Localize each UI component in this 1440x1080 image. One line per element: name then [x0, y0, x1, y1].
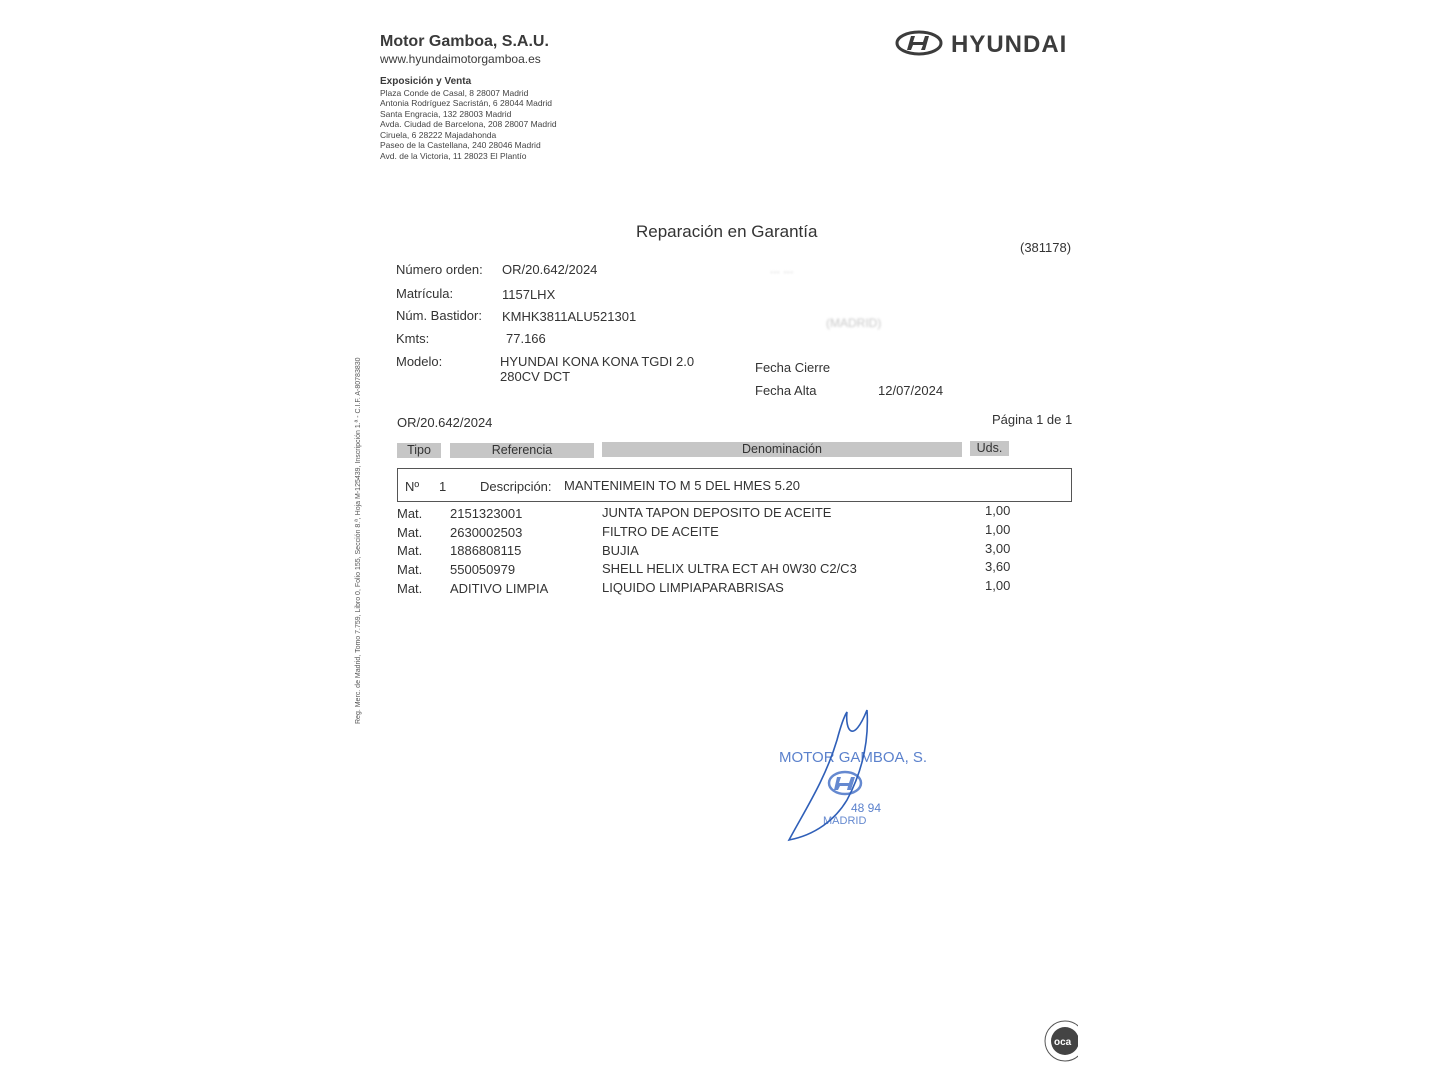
cell-description: LIQUIDO LIMPIAPARABRISAS [602, 580, 784, 595]
plate-value: 1157LHX [502, 287, 556, 302]
cell-reference: 1886808115 [450, 543, 522, 558]
table-row [0, 505, 1440, 523]
brand-wordmark: HYUNDAI [951, 31, 1068, 58]
company-stamp [775, 700, 935, 850]
col-header-reference: Referencia [450, 443, 594, 458]
brand-logo [895, 30, 1067, 60]
table-row [0, 524, 1440, 542]
page-info: Página 1 de 1 [992, 412, 1073, 427]
cell-type: Mat. [397, 581, 423, 596]
vin-label: Núm. Bastidor: [396, 308, 482, 323]
cell-type: Mat. [397, 525, 423, 540]
address-line: Avda. Ciudad de Barcelona, 208 28007 Madrid [380, 119, 557, 129]
cell-reference: ADITIVO LIMPIA [450, 581, 549, 596]
address-line: Paseo de la Castellana, 240 28046 Madrid [380, 140, 541, 150]
cell-reference: 2630002503 [450, 525, 523, 540]
col-header-type: Tipo [397, 443, 441, 458]
cell-type: Mat. [397, 506, 423, 521]
cell-units: 3,60 [985, 559, 1011, 574]
cell-type: Mat. [397, 562, 423, 577]
order-value: OR/20.642/2024 [502, 262, 598, 277]
col-header-description: Denominación [602, 442, 962, 457]
km-value: 77.166 [506, 331, 546, 346]
document-title: Reparación en Garantía [636, 222, 818, 241]
cell-reference: 2151323001 [450, 506, 523, 521]
document-code: (381178) [1020, 240, 1072, 255]
operation-description-label: Descripción: [480, 479, 552, 494]
company-name: Motor Gamboa, S.A.U. [380, 33, 549, 50]
cell-units: 1,00 [985, 578, 1011, 593]
vin-value: KMHK3811ALU521301 [502, 309, 637, 324]
operation-number-label: Nº [405, 479, 420, 494]
km-label: Kmts: [396, 331, 430, 346]
close-date-label: Fecha Cierre [755, 360, 831, 375]
oca-certification-icon [1044, 1020, 1078, 1062]
cell-description: FILTRO DE ACEITE [602, 524, 719, 539]
plate-label: Matrícula: [396, 286, 454, 301]
operation-number: 1 [439, 479, 447, 494]
stamp-line1: MOTOR GAMBOA, S. [779, 749, 928, 766]
col-header-units: Uds. [970, 441, 1009, 456]
model-label: Modelo: [396, 354, 443, 369]
address-line: Plaza Conde de Casal, 8 28007 Madrid [380, 88, 529, 98]
locations-title: Exposición y Venta [380, 76, 472, 87]
table-row [0, 543, 1440, 561]
order-label: Número orden: [396, 262, 483, 277]
operation-description: MANTENIMEIN TO M 5 DEL HMES 5.20 [564, 478, 800, 493]
table-row [0, 580, 1440, 598]
hyundai-logo-icon [895, 30, 943, 61]
address-line: Antonia Rodríguez Sacristán, 6 28044 Madrid [380, 98, 552, 108]
cell-units: 1,00 [985, 503, 1011, 518]
cell-units: 3,00 [985, 541, 1011, 556]
order-reference: OR/20.642/2024 [397, 415, 493, 430]
model-value-line2: 280CV DCT [500, 369, 571, 384]
cell-description: BUJIA [602, 543, 639, 558]
stamp-line3: MADRID [823, 815, 867, 827]
registry-text: Reg. Merc. de Madrid, Tomo 7.759, Libro 0, Folio 155, Sección 8.ª, Hoja M-125439, Inscripción 1.ª - C.I.F. A-80783830 [355, 357, 362, 724]
address-line: Avd. de la Victoria, 11 28023 El Plantío [380, 151, 527, 161]
stamp-line2: 48 94 [851, 801, 882, 815]
cell-units: 1,00 [985, 522, 1011, 537]
model-value-line1: HYUNDAI KONA KONA TGDI 2.0 [500, 354, 695, 369]
address-line: Ciruela, 6 28222 Majadahonda [380, 130, 497, 140]
open-date-value: 12/07/2024 [878, 383, 944, 398]
open-date-label: Fecha Alta [755, 383, 817, 398]
cell-description: JUNTA TAPON DEPOSITO DE ACEITE [602, 505, 832, 520]
cell-reference: 550050979 [450, 562, 516, 577]
address-line: Santa Engracia, 132 28003 Madrid [380, 109, 512, 119]
company-website: www.hyundaimotorgamboa.es [380, 52, 541, 66]
operation-description-box [397, 468, 1072, 502]
cell-description: SHELL HELIX ULTRA ECT AH 0W30 C2/C3 [602, 561, 857, 576]
redacted-text: ... ... [770, 262, 794, 276]
redacted-text: (MADRID) [826, 316, 882, 330]
company-stamp-icon [775, 700, 935, 850]
svg-text:oca: oca [1054, 1037, 1072, 1048]
table-row [0, 561, 1440, 579]
cell-type: Mat. [397, 543, 423, 558]
